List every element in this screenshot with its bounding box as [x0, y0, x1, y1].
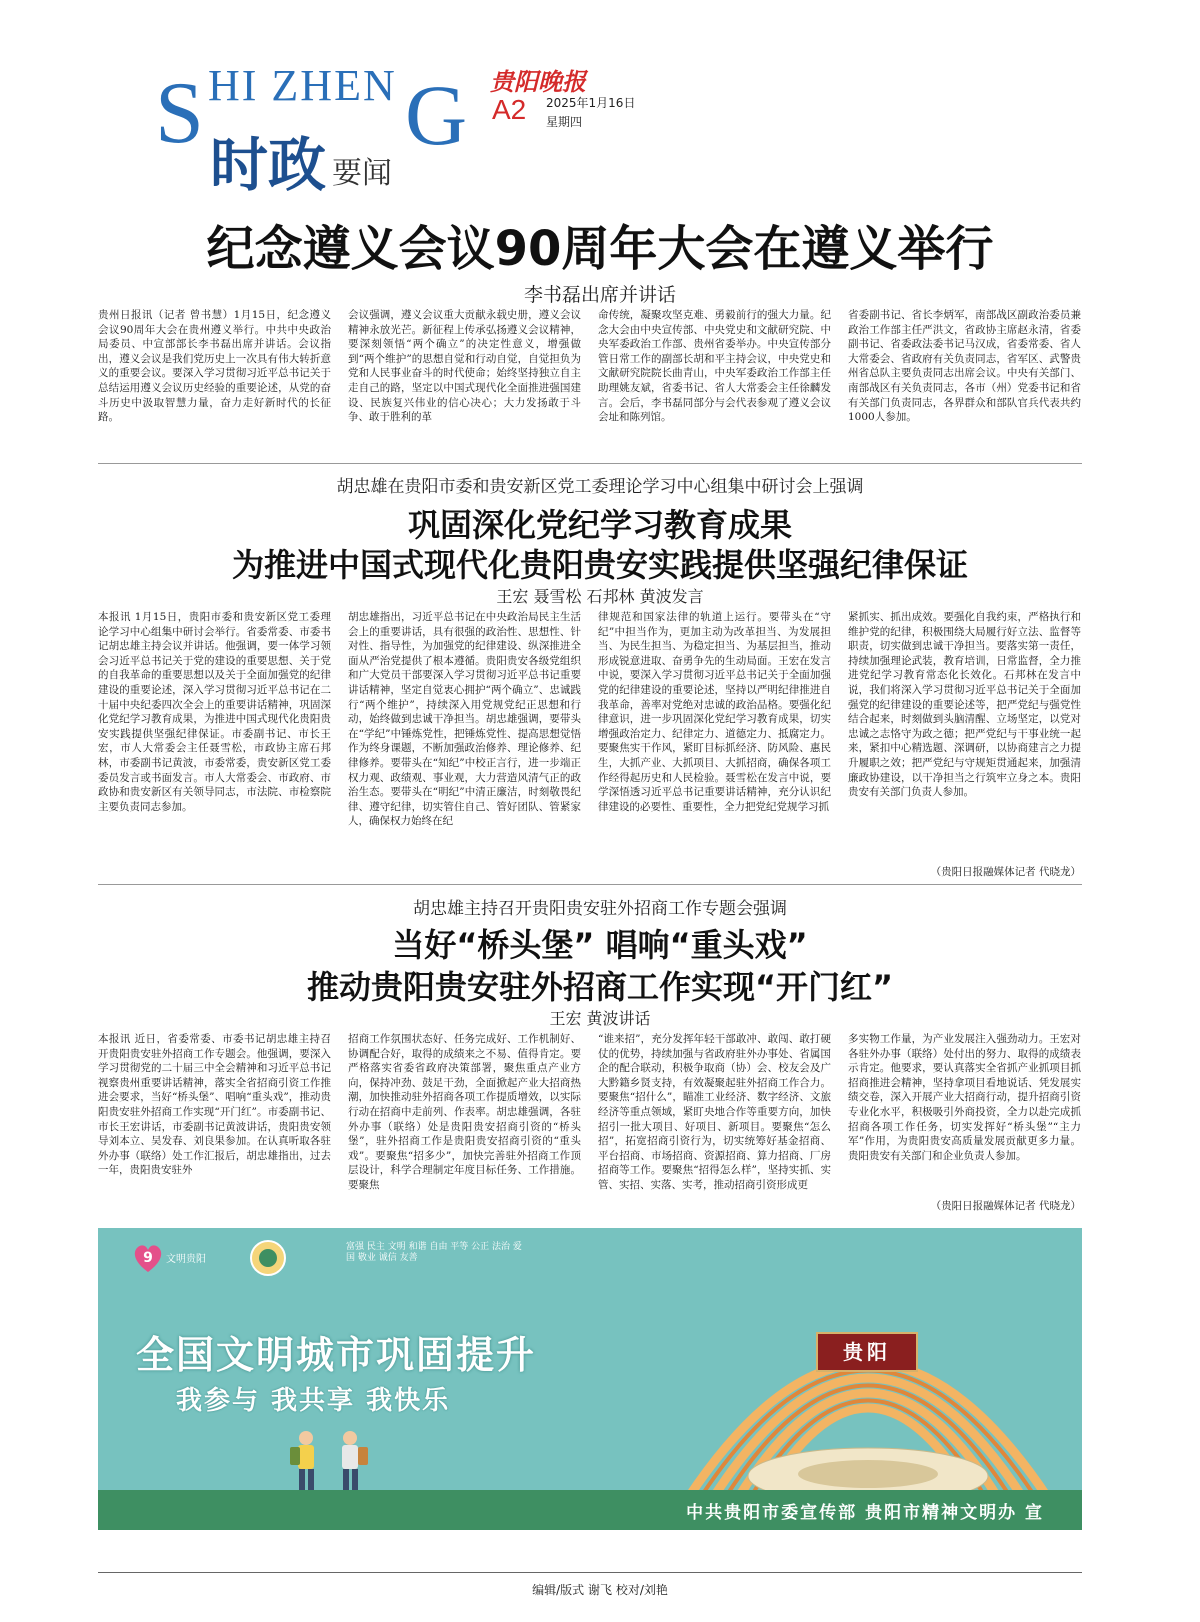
banner-footer-text: 中共贵阳市委宣传部 贵阳市精神文明办 宣 — [686, 1503, 1044, 1523]
article2-col-2: 胡忠雄指出，习近平总书记在中央政治局民主生活会上的重要讲话，具有很强的政治性、思想性、针对性、指导性，为加强党的纪律建设、纵深推进全面从严治党提供了根本遵循。贵阳贵安各级党组织和广大党员干部要深入学习贯彻习近平总书记重要讲话精神，坚定自觉衷心拥护“两个确立”、忠诚践行“两个维护”，持续深入用党规党纪正思想和行动，始终做到忠诚干净担当。胡忠雄强调，要带头在“学纪”中锤炼党性，把锤炼党性、提高思想觉悟作为终身课题，不断加强政治修养、理论修养、纪律修养。要带头在“知纪”中校正言行，进一步端正权力观、政绩观、事业观，大力营造风清气正的政治生态。要带头在“明纪”中清正廉洁，时刻敬畏纪律、遵守纪律，切实管住自己、管好团队、管紧家人，确保权力始终在纪 — [348, 611, 581, 828]
emblem-icon — [248, 1238, 288, 1278]
divider — [98, 1572, 1082, 1573]
article3-col-3: “谁来招”，充分发挥年轻干部敢冲、敢闯、敢打硬仗的优势，持续加强与省政府驻外办事处、省属国企的配合联动，积极争取商（协）会、校友会及广大黔籍乡贤支持，有效凝聚起驻外招商工作合力。要聚焦“招什么”，瞄准工业经济、数字经济、文旅经济等重点领域，紧盯央地合作等重要方向，加快招引一批大项目、好项目、新项目。要聚焦“怎么招”，拓宽招商引资行为，切实统筹好基金招商、平台招商、市场招商、资源招商、算力招商、厂房招商等工作。要聚焦“招得怎么样”，坚持实抓、实管、实招、实落、实考，推动招商引资形成更 — [598, 1033, 831, 1191]
svg-text:9: 9 — [143, 1250, 153, 1266]
masthead-latin-mid: HI ZHEN — [208, 61, 397, 110]
article3-headline-1: 当好“桥头堡” 唱响“重头戏” — [392, 926, 808, 964]
issue-weekday: 星期四 — [546, 115, 583, 129]
article1-headline: 纪念遵义会议90周年大会在遵义举行 — [206, 221, 994, 277]
article1-col-4: 省委副书记、省长李炳军，南部战区副政治委员兼政治工作部主任严洪文，省政协主席赵永清，省委副书记、省委政法委书记马汉成，省委常委、省人大常委会、省政府有关负责同志，省军区、武警贵州省总队主要负责同志出席会议。中央有关部门、南部战区有关负责同志，各市（州）党委书记和省有关部门负责同志，各界群众和部队官兵代表共约1000人参加。 — [848, 309, 1081, 424]
article3-headline-2: 推动贵阳贵安驻外招商工作实现“开门红” — [306, 968, 894, 1006]
masthead-latin-s: S — [155, 65, 204, 162]
editor-credit: 编辑/版式 谢飞 校对/刘艳 — [532, 1583, 668, 1597]
article2-headline-2: 为推进中国式现代化贵阳贵安实践提供坚强纪律保证 — [231, 546, 968, 584]
article3-col-4: 多实物工作量，为产业发展注入强劲动力。王宏对各驻外办事（联络）处付出的努力、取得的成绩表示肯定。他要求，要认真落实全省抓产业抓项目抓招商推进会精神，坚持拿项目看地说话、凭发展实绩交卷，深入开展产业大招商行动，提升招商引资专业化水平，积极吸引外商投资，全力以赴完成抓招商各项工作任务，切实发挥好“桥头堡”“主力军”作用，为贵阳贵安高质量发展贡献更多力量。贵阳贵安有关部门和企业负责人参加。 — [848, 1033, 1081, 1162]
article2-col-4: 紧抓实、抓出成效。要强化自我约束，严格执行和维护党的纪律，积极围绕大局履行好立法、监督等职责，切实做到忠诚干净担当。要落实第一责任，持续加强理论武装，教育培训，日常监督，全力推进党纪学习教育常态化长效化。石邦林在发言中说，我们将深入学习贯彻习近平总书记关于全面加强党的纪律建设的重要论述等，把严党纪与强党性结合起来，时刻做到头脑清醒、立场坚定，以党对忠诚之志恪守为政之德；把严党纪与干事业统一起来，紧扣中心精选题、深调研，以协商建言之力提升履职之效；把严党纪与守规矩贯通起来，加强清廉政协建设，以干净担当之行筑牢立身之本。贵阳贵安有关部门负责人参加。 — [848, 611, 1081, 799]
masthead-latin-g: G — [405, 67, 468, 163]
banner-slogan: 我参与 我共享 我快乐 — [176, 1386, 451, 1416]
core-values-tags: 富强 民主 文明 和谐 自由 平等 公正 法治 爱国 敬业 诚信 友善 — [346, 1242, 522, 1263]
article1-col-1: 贵州日报讯（记者 曾书慧）1月15日，纪念遵义会议90周年大会在贵州遵义举行。中共中央政治局委员、中宣部部长李书磊出席并讲话。会议指出，遵义会议是我们党历史上一次具有伟大转折意义的重要会议。要深入学习贯彻习近平总书记关于总结运用遵义会议历史经验的重要论述，从党的奋斗历史中汲取智慧力量，奋力走好新时代的长征路。 — [98, 309, 331, 424]
article2-headline-1: 巩固深化党纪学习教育成果 — [407, 506, 792, 544]
issue-date: 2025年1月16日 — [546, 96, 636, 110]
article1-col-2: 会议强调，遵义会议重大贡献永载史册，遵义会议精神永放光芒。新征程上传承弘扬遵义会议精神，要深刻领悟“两个确立”的决定性意义，增强做到“两个维护”的思想自觉和行动自觉，自觉担负为党和人民事业奋斗的时代使命；始终坚持独立自主走自己的路，坚定以中国式现代化全面推进强国建设、民族复兴伟业的信心决心；大力发扬敢于斗争、敢于胜利的革 — [348, 309, 581, 424]
article2-col-3: 律规范和国家法律的轨道上运行。要带头在“守纪”中担当作为，更加主动为改革担当、为发展担当、为民生担当、为稳定担当、为基层担当，推动形成锐意进取、奋勇争先的生动局面。王宏在发言中说，要深入学习贯彻习近平总书记关于全面加强党的纪律建设的重要论述，坚持以严明纪律推进自我革命，善率对党绝对忠诚的政治品格。要强化纪律意识，进一步巩固深化党纪学习教育成果，切实增强政治定力、纪律定力、道德定力、抵腐定力。要聚焦实干作风，紧盯目标抓经济、防风险、惠民生，大抓产业、大抓项目、大抓招商，确保各项工作经得起历史和人民检验。聂雪松在发言中说，要学深悟透习近平总书记重要讲话精神，充分认识纪律建设的必要性、重要性，全力把党纪党规学习抓 — [598, 611, 831, 813]
section-subtitle: 要闻 — [332, 156, 392, 191]
article3-kicker: 胡忠雄主持召开贵阳贵安驻外招商工作专题会强调 — [413, 899, 787, 919]
section-title: 时政 — [210, 131, 327, 199]
article3-col-1: 本报讯 近日，省委常委、市委书记胡忠雄主持召开贵阳贵安驻外招商工作专题会。他强调，要深入学习贯彻党的二十届三中全会精神和习近平总书记视察贵州重要讲话精神，落实全省招商引资工作推进会要求，当好“桥头堡”、唱响“重头戏”，推动贵阳贵安驻外招商工作实现“开门红”。市委副书记、市长王宏讲话，市委副书记黄波讲话，贵阳贵安领导刘本立、吴发春、刘良果参加。在认真听取各驻外办事（联络）处工作汇报后，胡忠雄指出，过去一年，贵阳贵安驻外 — [98, 1033, 331, 1177]
article3-subhead: 王宏 黄波讲话 — [549, 1009, 651, 1028]
banner-title: 全国文明城市巩固提升 — [136, 1333, 537, 1377]
paper-logo: 贵阳晚报 — [490, 67, 586, 96]
civilization-banner — [98, 1228, 1082, 1530]
guiyang-sign: 贵阳 — [816, 1332, 918, 1372]
hikers-illustration — [278, 1428, 388, 1498]
article2-byline: （贵阳日报融媒体记者 代晓龙） — [930, 866, 1081, 878]
divider — [98, 884, 1082, 885]
article2-col-1: 本报讯 1月15日，贵阳市委和贵安新区党工委理论学习中心组集中研讨会举行。省委常委、市委书记胡忠雄主持会议并讲话。他强调，要一体学习领会习近平总书记关于党的建设的重要思想、关于党的自我革命的重要思想以及关于全面加强党的纪律建设的重要论述，深入学习贯彻习近平总书记在二十届中央纪委四次全会上的重要讲话精神，巩固深化党纪学习教育成果，为推进中国式现代化贵阳贵安实践提供坚强纪律保证。市委副书记、市长王宏，市人大常委会主任聂雪松，市政协主席石邦林，市委副书记黄波，市委常委，贵安新区党工委委员发言或书面发言。市人大常委会、市政府、市政协和贵安新区有关领导同志，市法院、市检察院主要负责同志参加。 — [98, 611, 331, 813]
article1-col-3: 命传统，凝聚攻坚克难、勇毅前行的强大力量。纪念大会由中央宣传部、中央党史和文献研究院、中央军委政治工作部、贵州省委举办。中央宣传部分管日常工作的副部长胡和平主持会议，中央党史和文献研究院院长曲青山，中央军委政治工作部主任助理姚友斌，省委书记、省人大常委会主任徐麟发言。会后，李书磊同部分与会代表参观了遵义会议会址和陈列馆。 — [598, 309, 831, 424]
landmark-illustration — [658, 1248, 1078, 1498]
banner-footer-bar — [98, 1490, 1082, 1530]
article3-byline: （贵阳日报融媒体记者 代晓龙） — [930, 1200, 1081, 1212]
article2-subhead: 王宏 聂雪松 石邦林 黄波发言 — [496, 587, 704, 606]
banner-logo-text: 文明贵阳 — [166, 1254, 206, 1265]
heart-logo-icon — [128, 1238, 168, 1278]
page-number: A2 — [492, 94, 527, 125]
divider — [98, 463, 1082, 464]
article2-kicker: 胡忠雄在贵阳市委和贵安新区党工委理论学习中心组集中研讨会上强调 — [336, 477, 864, 497]
article1-subhead: 李书磊出席并讲话 — [523, 284, 676, 306]
article3-col-2: 招商工作氛围状态好、任务完成好、工作机制好、协调配合好，取得的成绩来之不易、值得肯定。要严格落实省委省政府决策部署，聚焦重点产业方向，保持冲劲、鼓足干劲，全面掀起产业大招商热潮，加快推动驻外招商各项工作提质增效，以实际行动在招商中走前列、作表率。胡忠雄强调，各驻外办事（联络）处是贵阳贵安招商引资的“桥头堡”，驻外招商工作是贵阳贵安招商引资的“重头戏”。要聚焦“招多少”，加快完善驻外招商工作顶层设计，科学合理制定年度目标任务、工作措施。要聚焦 — [348, 1033, 581, 1191]
